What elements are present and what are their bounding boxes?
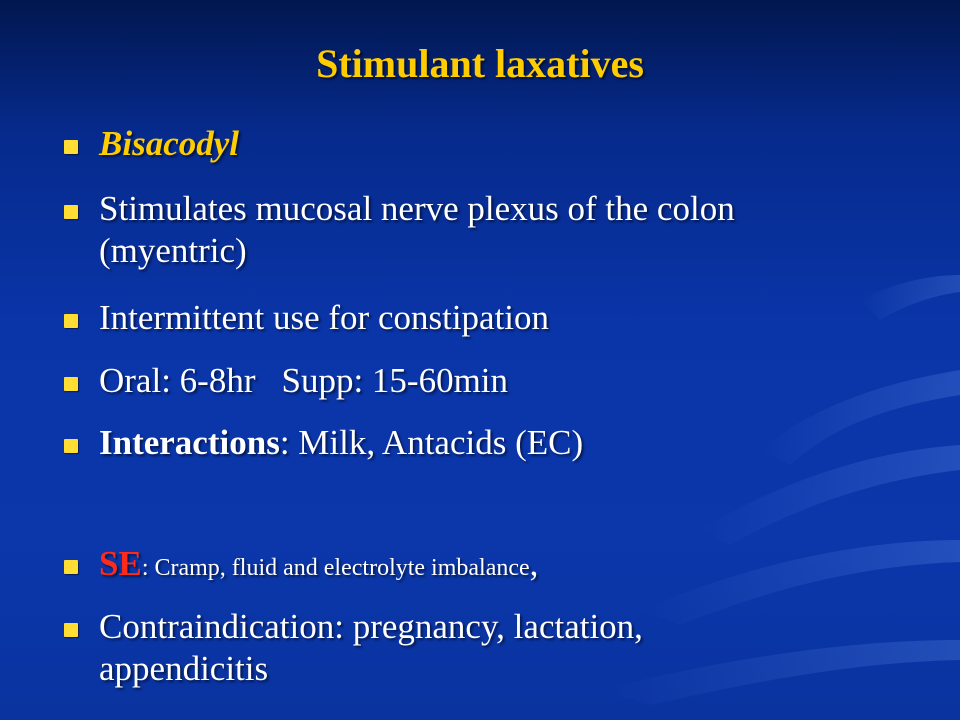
bullet-item-contraindication [62, 606, 922, 690]
bullet-text: Bisacodyl [99, 124, 239, 163]
se-comma: , [529, 544, 539, 583]
bullet-text: Intermittent use for constipation [99, 298, 550, 337]
se-label: SE [99, 544, 142, 583]
bullet-text [99, 543, 922, 589]
square-bullet-icon [64, 205, 78, 219]
oral-onset: Oral: 6-8hr [99, 361, 256, 400]
slide-title: Stimulant laxatives [316, 41, 644, 86]
bullet-item-mechanism [62, 188, 922, 272]
square-bullet-icon [64, 623, 78, 637]
se-text: : Cramp, fluid and electrolyte imbalance [141, 555, 530, 581]
square-bullet-icon [64, 377, 78, 391]
interactions-label: Interactions [99, 423, 280, 462]
bullet-text-line2: (myentric) [99, 231, 247, 270]
bullet-text-line2: appendicitis [99, 649, 269, 688]
bullet-item-side-effects [62, 543, 922, 589]
bullet-text [99, 422, 922, 464]
bullet-text-line1: Contraindication: pregnancy, lactation, [99, 607, 643, 646]
bullet-item-bisacodyl [62, 123, 922, 165]
interactions-text: : Milk, Antacids (EC) [279, 423, 584, 462]
square-bullet-icon [64, 140, 78, 154]
square-bullet-icon [64, 560, 78, 574]
bullet-text [99, 360, 922, 402]
bullet-item-use [62, 297, 922, 339]
supp-onset: Supp: 15-60min [281, 361, 509, 400]
square-bullet-icon [64, 439, 78, 453]
bullet-text-line1: Stimulates mucosal nerve plexus of the colon [99, 189, 735, 228]
bullet-item-onset [62, 360, 922, 402]
square-bullet-icon [64, 314, 78, 328]
bullet-item-interactions [62, 422, 922, 464]
